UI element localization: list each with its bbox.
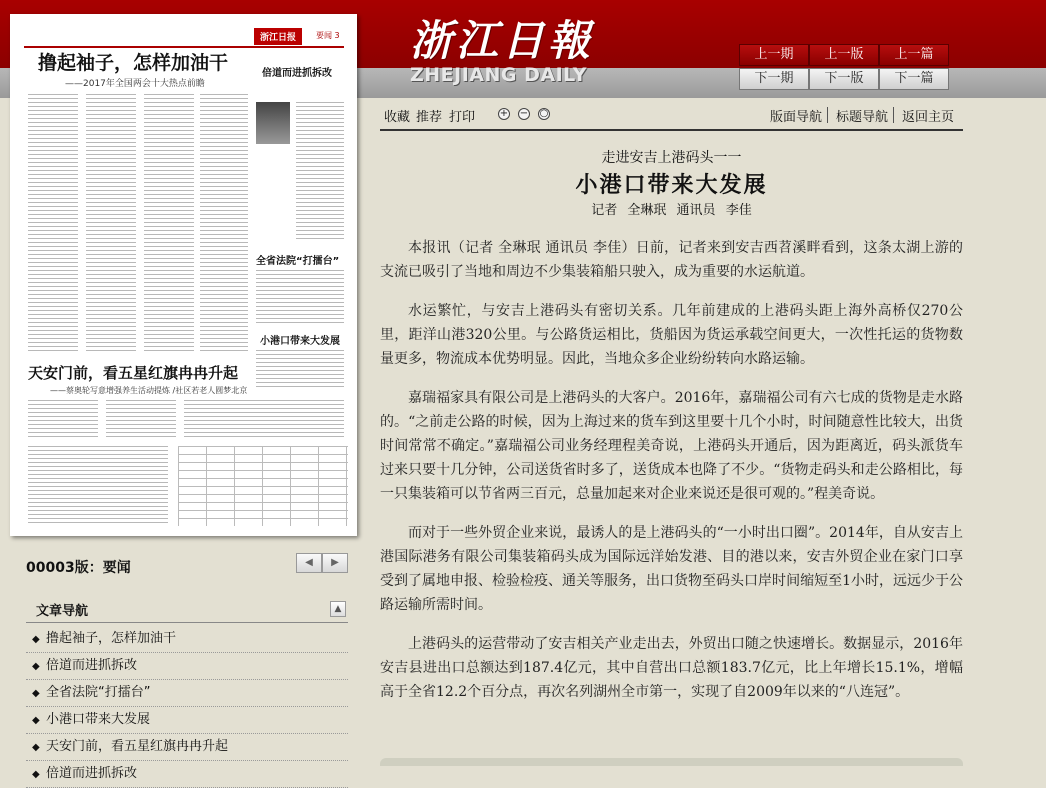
thumbnail-section: 要闻 3 [316,31,340,40]
thumbnail-text-column [184,400,344,440]
edition-pager [296,553,348,573]
article-nav-item[interactable]: ◆ 倍道而进抓拆改 [26,653,348,680]
bottom-panel-edge [380,758,963,766]
article-paragraph: 而对于一些外贸企业来说，最诱人的是上港码头的“一小时出口圈”。2014年，自从安吉上港国际港务有限公司集装箱码头成为国际远洋始发港、目的港以来，安吉外贸企业在家门口享受到了属地申报、检验检疫、通关等服务，出口货物至码头口岸时间缩短至1小时，远远少于公路运输所需时间。 [380,525,963,613]
prev-page-button[interactable]: 上一版 [809,44,879,66]
article-nav-title: 文章导航 [36,604,89,619]
thumbnail-text-column [106,400,176,440]
article-body [380,236,963,719]
bullet-icon: ◆ [32,661,40,672]
zoom-out-icon[interactable]: − [519,108,529,119]
thumbnail-page-header [24,24,344,48]
article-kicker: 走进安吉上港码头一一 [601,150,742,166]
zoom-reset-icon[interactable]: ○ [539,108,549,119]
article-paragraph: 水运繁忙，与安吉上港码头有密切关系。几年前建成的上港码头距上海外高桥仅270公里，距洋山港320公里。与公路货运相比，货船因为货运承载空间更大，一次性托运的货物数量更多，物流成本优势明显。因此，当地众多企业纷纷转向水路运输。 [380,303,963,367]
pager-next-icon[interactable]: ▶ [322,553,348,573]
thumbnail-text-column [200,94,248,354]
logo-english: ZHEJIANG DAILY [410,64,588,86]
bullet-icon: ◆ [32,769,40,780]
thumbnail-text-column [28,400,98,440]
thumbnail-text-column [28,94,78,354]
thumbnail-text-column [256,350,344,390]
thumbnail-side-headline-3[interactable]: 小港口带来大发展 [260,336,340,347]
bullet-icon: ◆ [32,634,40,645]
thumbnail-photo [256,102,290,144]
article-byline: 记者 全琳珉 通讯员 李佳 [591,203,752,218]
thumbnail-text-column [28,446,168,526]
recommend-link[interactable]: 推荐 [416,110,443,125]
thumbnail-side-headline-2[interactable]: 全省法院“打擂台” [256,256,340,267]
article-nav-header [26,598,348,623]
prev-article-button[interactable]: 上一篇 [879,44,949,66]
edition-label: 00003版：要闻 [26,560,131,576]
article-nav-item[interactable]: ◆ 小港口带来大发展 [26,707,348,734]
print-link[interactable]: 打印 [449,110,476,125]
home-link[interactable]: 返回主页 [902,110,955,125]
bullet-icon: ◆ [32,688,40,699]
article-title: 小港口带来大发展 [575,173,768,198]
logo-chinese: 浙江日報 [410,16,595,65]
bullet-icon: ◆ [32,742,40,753]
article-nav-list [26,626,348,788]
page-thumbnail[interactable] [10,14,357,536]
thumbnail-text-column [86,94,136,354]
prev-issue-button[interactable]: 上一期 [739,44,809,66]
thumbnail-side-headline-1[interactable]: 倍道而进抓拆改 [262,68,332,79]
bullet-icon: ◆ [32,715,40,726]
thumbnail-headline-sub: ——2017年全国两会十大热点前瞻 [65,79,205,89]
title-nav-link[interactable]: 标题导航 [836,110,889,125]
toolbar-divider [893,107,894,123]
issue-navigation [739,44,949,90]
thumbnail-text-column [296,102,344,242]
next-issue-button[interactable]: 下一期 [739,68,809,90]
article-nav-item[interactable]: ◆ 天安门前，看五星红旗冉冉升起 [26,734,348,761]
article-toolbar [380,103,963,131]
article-paragraph: 嘉瑞福家具有限公司是上港码头的大客户。2016年，嘉瑞福公司有六七成的货物是走水路的。“之前走公路的时候，因为上海过来的货车到这里要十几个小时，时间随意性比较大，出货时间常常不确定。”嘉瑞福公司业务经理程美奇说，上港码头开通后，因为距离近，码头派货车过来只要十几分钟，公司送货省时多了，送货成本也降了不少。“货物走码头和走公路相比，每一只集装箱可以节省两三百元，总量加起来对企业来说还是很可观的。”程美奇说。 [380,390,963,502]
collapse-up-icon[interactable]: ▲ [330,601,346,617]
pager-prev-icon[interactable]: ◀ [296,553,322,573]
article-nav-item[interactable]: ◆ 全省法院“打擂台” [26,680,348,707]
article-nav-item[interactable]: ◆ 倍道而进抓拆改 [26,761,348,788]
thumbnail-headline-2[interactable]: 天安门前，看五星红旗冉冉升起 [28,364,239,382]
thumbnail-headline[interactable]: 撸起袖子，怎样加油干 [38,52,229,74]
article-paragraph: 本报讯（记者 全琳珉 通讯员 李佳）日前，记者来到安吉西苕溪畔看到，这条太湖上游的支流已吸引了当地和周边不少集装箱船只驶入，成为重要的水运航道。 [380,240,963,280]
thumbnail-text-column [256,270,344,326]
thumbnail-masthead: 浙江日报 [254,28,302,45]
toolbar-divider [827,107,828,123]
thumbnail-text-column [144,94,194,354]
article-paragraph: 上港码头的运营带动了安吉相关产业走出去，外贸出口随之快速增长。数据显示，2016年安吉县进出口总额达到187.4亿元，其中自营出口总额183.7亿元，比上年增长15.1%，增幅高于全省12.2个百分点，再次名列湖州全市第一，实现了自2009年以来的“八连冠”。 [380,636,963,700]
article-nav-item[interactable]: ◆ 撸起袖子，怎样加油干 [26,626,348,653]
page-nav-link[interactable]: 版面导航 [770,110,823,125]
thumbnail-headline-2-sub: ——蔡奥轮写意增强养生活动提炼 /社区若老人圆梦北京 [50,386,248,395]
zhejiang-daily-logo[interactable] [410,18,610,98]
zoom-in-icon[interactable]: + [499,108,509,119]
next-article-button[interactable]: 下一篇 [879,68,949,90]
next-page-button[interactable]: 下一版 [809,68,879,90]
thumbnail-table [178,446,348,526]
collect-link[interactable]: 收藏 [384,110,411,125]
